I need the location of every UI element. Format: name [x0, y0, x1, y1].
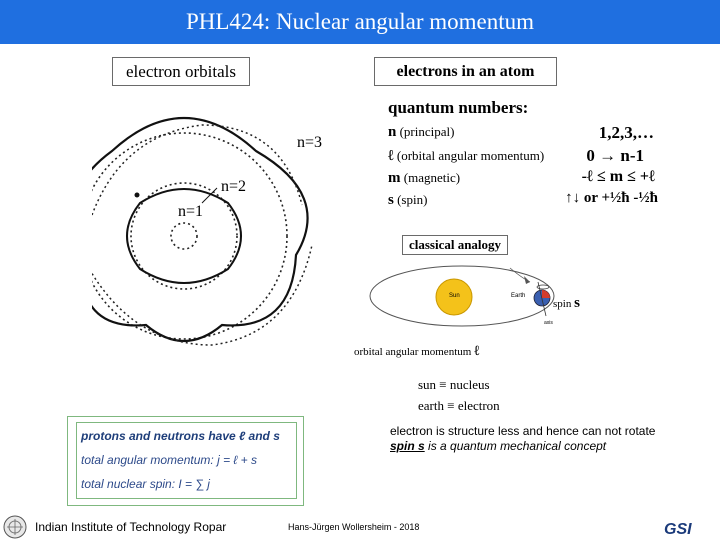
qn-symbol: s [388, 192, 394, 208]
spin-note-line2 [390, 439, 655, 454]
qn-row-spin [388, 192, 427, 209]
spin-symbol: s [574, 295, 580, 311]
axis-label: axis [544, 320, 553, 326]
qn-value-principal: 1,2,3,… [598, 123, 654, 142]
orbit-n1 [171, 223, 197, 249]
orbit-arrowhead [524, 276, 530, 284]
qn-symbol: ℓ [388, 148, 394, 164]
qn-desc: (orbital angular momentum) [393, 148, 545, 163]
qn-value-magnetic: -ℓ ≤ m ≤ +ℓ [581, 168, 655, 185]
qn-desc: (spin) [393, 192, 428, 207]
earth-electron-eq: earth ≡ electron [418, 398, 500, 413]
qn-desc: (principal) [396, 124, 455, 139]
formula-line3: total nuclear spin: I = ∑ j [81, 477, 210, 491]
earth-day-side [542, 290, 550, 298]
formula-inner [76, 422, 297, 499]
orbital-angular-momentum-label [354, 344, 479, 360]
gsi-logo-icon [662, 518, 718, 538]
n3-label: n=3 [297, 134, 323, 151]
earth-label: Earth [511, 293, 526, 299]
qn-symbol: n [388, 124, 397, 140]
title-bar [0, 0, 720, 44]
electrons-in-atom-label: electrons in an atom [374, 57, 557, 86]
spin-note-rest: is a quantum mechanical concept [424, 439, 607, 453]
spin-note [390, 424, 655, 454]
qn-row-orbital [388, 148, 544, 165]
formula-box [67, 416, 304, 506]
qn-value-spin: ↑↓ or +½ħ -½ħ [565, 190, 658, 206]
spin-label [553, 295, 580, 312]
qn-row-magnetic [388, 170, 460, 187]
orbit-loop-lower [92, 245, 312, 345]
spin-note-line1: electron is structure less and hence can not rotate [390, 424, 656, 438]
orbital-word: orbital angular momentum [354, 346, 475, 358]
classical-analogy-label: classical analogy [402, 235, 508, 255]
sun-label: Sun [449, 293, 460, 299]
institute-name: Indian Institute of Technology Ropar [35, 520, 227, 534]
orbit-n3-dotted [92, 133, 287, 339]
formula-line1: protons and neutrons have ℓ and s [81, 429, 280, 443]
spin-word: spin [553, 298, 572, 310]
qn-symbol: m [388, 170, 401, 186]
formula-line2: total angular momentum: j = ℓ + s [81, 453, 257, 467]
iit-ropar-logo-icon [2, 514, 28, 540]
qn-value-orbital: 0 → n-1 [586, 146, 644, 165]
author-credit: Hans-Jürgen Wollersheim - 2018 [288, 522, 420, 532]
n2-label: n=2 [221, 178, 247, 195]
gsi-logo-text: GSI [664, 521, 692, 538]
gsi-logo [662, 518, 718, 538]
slide-title: PHL424: Nuclear angular momentum [185, 9, 535, 34]
n1-label: n=1 [178, 203, 204, 220]
orbit-loop-upper [92, 125, 302, 215]
qn-row-principal [388, 124, 454, 141]
quantum-numbers-title: quantum numbers: [388, 98, 529, 117]
qn-desc: (magnetic) [400, 170, 461, 185]
sun-nucleus-eq: sun ≡ nucleus [418, 377, 490, 392]
orbital-symbol: ℓ [474, 344, 480, 359]
electron-dot [135, 193, 140, 198]
electron-orbitals-label: electron orbitals [112, 57, 250, 86]
spin-note-spin: spin s [390, 439, 425, 453]
